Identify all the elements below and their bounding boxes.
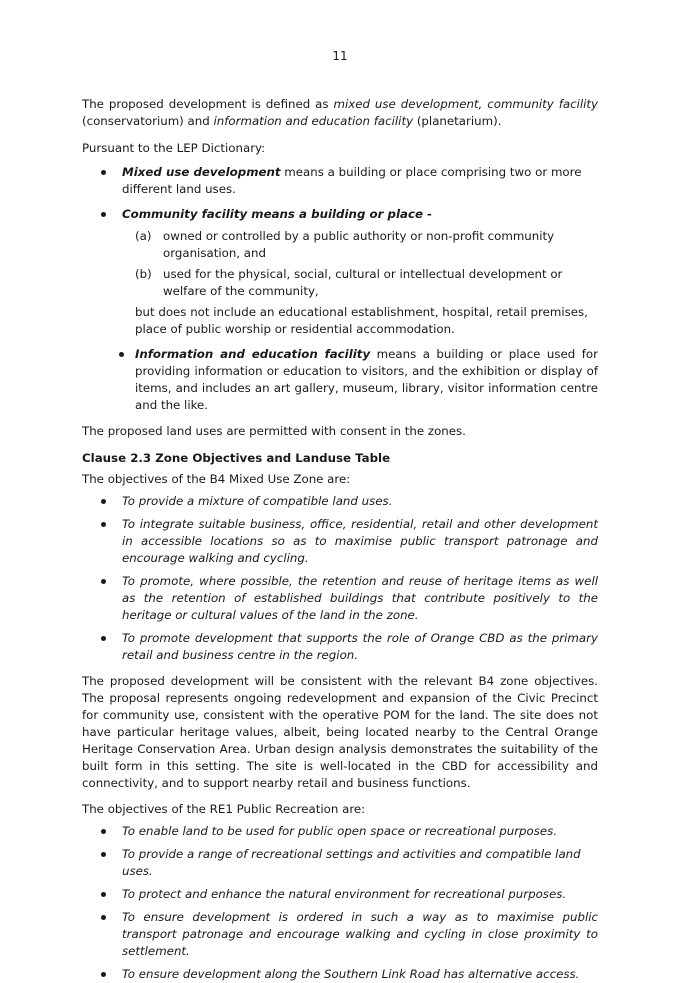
bullet-icon — [101, 852, 106, 857]
sub-item-label: (a) — [135, 229, 152, 243]
intro-paragraph — [82, 96, 598, 130]
permitted-statement: The proposed land uses are permitted with consent in the zones. — [82, 424, 466, 438]
sub-item-label: (b) — [135, 267, 152, 281]
bullet-icon — [101, 892, 106, 897]
definition-sub-item-a — [82, 228, 598, 262]
intro-text: The proposed development is defined as — [82, 97, 334, 111]
definition-sub-item-b — [82, 266, 598, 300]
b4-objective-item — [82, 516, 598, 567]
definition-text: means a building or place used for providing information or education to visitors, and the exhibition or display of items, and includes an art gallery, museum, library, visitor information centre and the like. — [135, 347, 598, 412]
bullet-icon — [119, 352, 124, 357]
b4-objective-item — [82, 573, 598, 624]
page-body — [82, 0, 598, 983]
re1-objective-item — [82, 886, 598, 903]
definition-info-education — [82, 346, 598, 414]
definition-mixed-use — [82, 164, 598, 198]
bullet-icon — [101, 522, 106, 527]
page-number: 11 — [332, 49, 348, 63]
objective-text: To provide a range of recreational settings and activities and compatible land uses. — [122, 847, 581, 878]
objective-text: To integrate suitable business, office, residential, retail and other development in accessible locations so as to maximise public transport patronage and encourage walking and cycling. — [122, 517, 598, 565]
intro-text: (conservatorium) and — [82, 114, 214, 128]
sub-item-text: owned or controlled by a public authority or non-profit community organisation, and — [163, 229, 555, 260]
definition-term: Community facility means a building or place - — [122, 207, 432, 221]
b4-objectives-intro: The objectives of the B4 Mixed Use Zone are: — [82, 472, 351, 486]
bullet-icon — [101, 579, 106, 584]
clause-heading: Clause 2.3 Zone Objectives and Landuse Table — [82, 451, 391, 465]
objective-text: To promote development that supports the role of Orange CBD as the primary retail and business centre in the region. — [122, 631, 598, 662]
bullet-icon — [101, 499, 106, 504]
lep-dictionary-intro: Pursuant to the LEP Dictionary: — [82, 141, 266, 155]
intro-term-info-education: information and education facility — [213, 114, 414, 128]
bullet-icon — [101, 915, 106, 920]
b4-discussion-paragraph: The proposed development will be consistent with the relevant B4 zone objectives. The proposal represents ongoing redevelopment and expansion of the Civic Precinct for community use, consistent with the operative POM for the land. The site does not have particular heritage values, albeit, being located nearby to the Central Orange Heritage Conservation Area. Urban design analysis demonstrates the suitability of the built form in this setting. The site is well-located in the CBD for accessibility and connectivity, and to support nearby retail and business functions. — [82, 674, 598, 790]
objective-text: To provide a mixture of compatible land uses. — [122, 494, 393, 508]
intro-text: (planetarium). — [413, 114, 502, 128]
bullet-icon — [101, 636, 106, 641]
b4-objective-item — [82, 493, 598, 510]
re1-objective-item — [82, 846, 598, 880]
definition-community-facility — [82, 206, 598, 223]
b4-objective-item — [82, 630, 598, 664]
bullet-icon — [101, 212, 106, 217]
objective-text: To enable land to be used for public open space or recreational purposes. — [122, 824, 558, 838]
sub-item-text: used for the physical, social, cultural or intellectual development or welfare of the community, — [163, 267, 563, 298]
re1-objective-item — [82, 909, 598, 960]
definition-term: Mixed use development — [122, 165, 281, 179]
definition-term: Information and education facility — [135, 347, 371, 361]
re1-objective-item — [82, 966, 598, 983]
re1-objective-item — [82, 823, 598, 840]
bullet-icon — [101, 829, 106, 834]
objective-text: To ensure development along the Southern Link Road has alternative access. — [122, 967, 580, 981]
bullet-icon — [101, 972, 106, 977]
re1-objectives-intro: The objectives of the RE1 Public Recreation are: — [82, 802, 366, 816]
definition-text: means a building or place comprising two or more different land uses. — [122, 165, 582, 196]
objective-text: To promote, where possible, the retention and reuse of heritage items as well as the retention of established buildings that contribute positively to the heritage or cultural values of the land in the zone. — [122, 574, 598, 622]
bullet-icon — [101, 170, 106, 175]
definition-exclusions: but does not include an educational establishment, hospital, retail premises, place of public worship or residential accommodation. — [135, 305, 588, 336]
objective-text: To protect and enhance the natural environment for recreational purposes. — [122, 887, 567, 901]
objective-text: To ensure development is ordered in such a way as to maximise public transport patronage and encourage walking and cycling in close proximity to settlement. — [122, 910, 598, 958]
intro-term-mixed-community: mixed use development, community facility — [333, 97, 599, 111]
